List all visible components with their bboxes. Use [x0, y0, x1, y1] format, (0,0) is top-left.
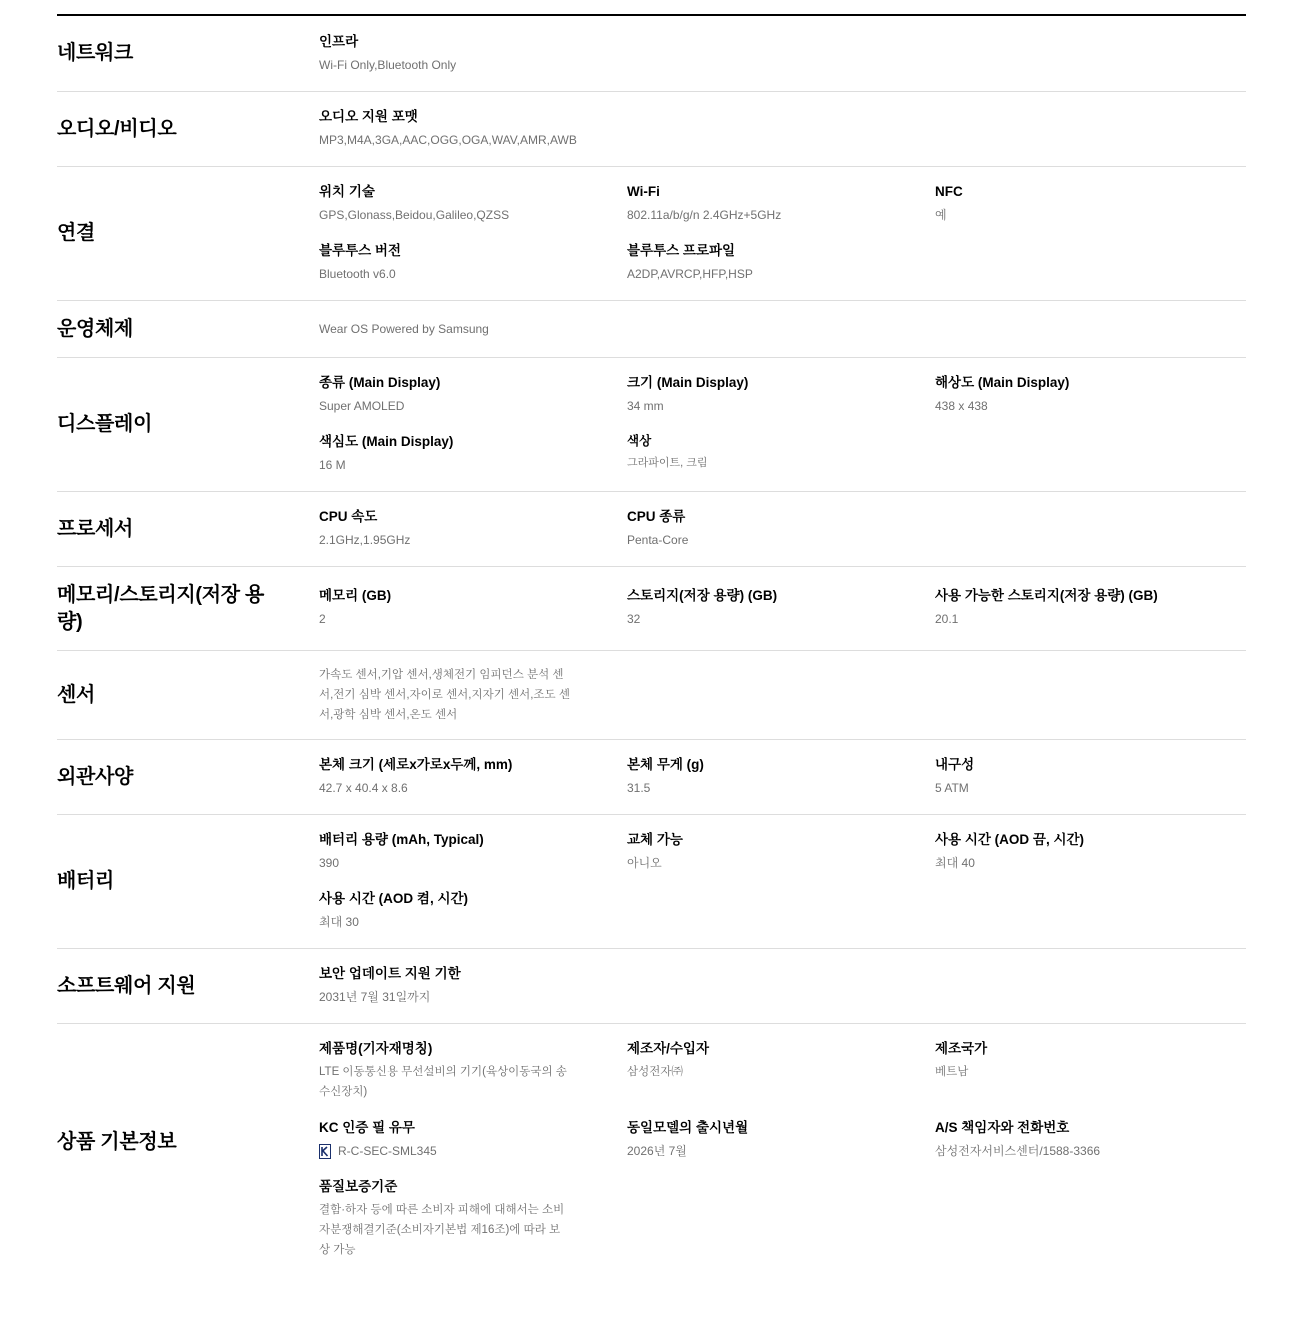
spec-value: 2	[319, 612, 326, 626]
spec-value: GPS,Glonass,Beidou,Galileo,QZSS	[319, 208, 510, 222]
spec-value-row	[319, 1141, 627, 1161]
section-title: 상품 기본정보	[57, 1130, 177, 1153]
spec-label: 제조국가	[935, 1041, 988, 1056]
section-title: 네트워크	[57, 42, 134, 64]
section-title: 연결	[57, 222, 96, 244]
spec-label: 본체 무게 (g)	[627, 757, 704, 772]
spec-label: 크기 (Main Display)	[627, 375, 749, 390]
spec-value: 2031년 7월 31일까지	[319, 990, 431, 1004]
spec-label: 스토리지(저장 용량) (GB)	[627, 588, 778, 603]
spec-label: 배터리 용량 (mAh, Typical)	[319, 832, 484, 847]
spec-item	[627, 756, 935, 815]
spec-value: 20.1	[935, 612, 959, 626]
spec-item	[627, 831, 935, 890]
spec-value: Wear OS Powered by Samsung	[319, 322, 489, 336]
spec-label: KC 인증 필 유무	[319, 1120, 415, 1135]
spec-label: 색심도 (Main Display)	[319, 434, 454, 449]
spec-item	[319, 1119, 627, 1178]
spec-value: 32	[627, 612, 641, 626]
spec-item	[935, 1119, 1243, 1178]
spec-value: Super AMOLED	[319, 399, 405, 413]
spec-item	[627, 587, 935, 646]
spec-value: 2.1GHz,1.95GHz	[319, 533, 411, 547]
section-title: 메모리/스토리지(저장 용량)	[57, 583, 265, 633]
kc-certification-icon	[319, 1144, 331, 1159]
spec-item	[935, 756, 1243, 815]
spec-label: CPU 종류	[627, 509, 686, 524]
spec-item	[319, 108, 627, 167]
spec-label: 사용 가능한 스토리지(저장 용량) (GB)	[935, 588, 1158, 603]
spec-value: 31.5	[627, 781, 651, 795]
section-product-info	[57, 1024, 1246, 1260]
spec-label: 인프라	[319, 34, 359, 49]
spec-value: MP3,M4A,3GA,AAC,OGG,OGA,WAV,AMR,AWB	[319, 133, 577, 147]
spec-value: 438 x 438	[935, 399, 988, 413]
spec-item	[935, 831, 1243, 890]
spec-value: 삼성전자서비스센터/1588-3366	[935, 1144, 1101, 1158]
spec-item	[319, 831, 627, 890]
spec-label: 품질보증기준	[319, 1179, 398, 1194]
spec-label: 동일모델의 출시년월	[627, 1120, 749, 1135]
spec-label: 교체 가능	[627, 832, 683, 847]
spec-value: 2026년 7월	[627, 1144, 687, 1158]
spec-item	[319, 965, 627, 1024]
section-connectivity	[57, 167, 1246, 301]
spec-label: 색상	[627, 434, 652, 448]
section-sensors	[57, 651, 1246, 740]
spec-item	[319, 890, 627, 949]
spec-value: 가속도 센서,기압 센서,생체전기 임피던스 분석 센서,전기 심박 센서,자이로 센서,지자기 센서,조도 센서,광학 심박 센서,온도 센서	[319, 669, 570, 721]
spec-label: 위치 기술	[319, 184, 375, 199]
spec-value: 결함·하자 등에 따른 소비자 피해에 대해서는 소비자분쟁해결기준(소비자기본법 제16조)에 따라 보상 가능	[319, 1204, 565, 1256]
spec-value: 베트남	[935, 1066, 969, 1078]
section-title: 센서	[57, 683, 96, 706]
spec-value: 802.11a/b/g/n 2.4GHz+5GHz	[627, 208, 782, 222]
spec-value: 삼성전자㈜	[627, 1066, 683, 1078]
spec-item	[319, 433, 627, 492]
section-title: 프로세서	[57, 517, 134, 540]
spec-label: 블루투스 프로파일	[627, 243, 736, 258]
spec-label: 해상도 (Main Display)	[935, 375, 1070, 390]
spec-item	[319, 587, 627, 646]
spec-item	[627, 433, 935, 492]
spec-label: 블루투스 버전	[319, 243, 401, 258]
section-battery	[57, 815, 1246, 949]
section-exterior	[57, 740, 1246, 815]
spec-label: 제품명(기자재명칭)	[319, 1041, 433, 1056]
spec-label: 사용 시간 (AOD 끔, 시간)	[935, 832, 1085, 847]
spec-label: 보안 업데이트 지원 기한	[319, 966, 461, 981]
spec-value: A2DP,AVRCP,HFP,HSP	[627, 267, 753, 281]
section-network	[57, 16, 1246, 92]
spec-item	[319, 756, 627, 815]
spec-value: 아니오	[627, 856, 662, 870]
spec-label: CPU 속도	[319, 509, 378, 524]
spec-label: 내구성	[935, 757, 975, 772]
spec-value: 42.7 x 40.4 x 8.6	[319, 781, 408, 795]
spec-value: Wi-Fi Only,Bluetooth Only	[319, 58, 457, 72]
spec-value: LTE 이동통신용 무선설비의 기기(육상이동국의 송수신장치)	[319, 1066, 567, 1098]
spec-item	[627, 242, 935, 301]
spec-label: 종류 (Main Display)	[319, 375, 441, 390]
section-title: 운영체제	[57, 317, 134, 340]
spec-item	[627, 1040, 935, 1119]
section-processor	[57, 492, 1246, 567]
spec-item	[627, 508, 935, 567]
section-title: 외관사양	[57, 765, 134, 788]
spec-item	[935, 587, 1243, 646]
spec-item	[935, 1040, 1243, 1119]
spec-item	[935, 374, 1243, 433]
spec-item	[627, 183, 935, 242]
section-memory-storage	[57, 567, 1246, 651]
section-software-support	[57, 949, 1246, 1024]
section-title: 소프트웨어 지원	[57, 974, 196, 997]
spec-label: 제조자/수입자	[627, 1041, 709, 1056]
spec-item	[627, 374, 935, 433]
spec-value: 390	[319, 856, 340, 870]
spec-value: 16 M	[319, 458, 346, 472]
spec-item	[319, 374, 627, 433]
spec-item	[319, 242, 627, 301]
section-display	[57, 358, 1246, 492]
spec-label: A/S 책임자와 전화번호	[935, 1120, 1070, 1135]
spec-item	[319, 1178, 627, 1260]
section-audio-video	[57, 92, 1246, 167]
spec-item	[319, 508, 627, 567]
spec-label: 오디오 지원 포맷	[319, 109, 418, 124]
spec-item	[319, 33, 627, 92]
spec-label: 본체 크기 (세로x가로x두께, mm)	[319, 757, 513, 772]
section-os	[57, 301, 1246, 358]
spec-item	[627, 1119, 935, 1178]
spec-label: 사용 시간 (AOD 켬, 시간)	[319, 891, 469, 906]
spec-value: Bluetooth v6.0	[319, 267, 396, 281]
spec-table	[57, 14, 1246, 1260]
section-title: 오디오/비디오	[57, 117, 177, 140]
spec-value: Penta-Core	[627, 533, 689, 547]
spec-label: Wi-Fi	[627, 184, 660, 199]
spec-value: 34 mm	[627, 399, 664, 413]
spec-value: 그라파이트, 크림	[627, 457, 708, 469]
spec-value: 예	[935, 208, 947, 222]
spec-label: 메모리 (GB)	[319, 588, 392, 603]
section-title: 배터리	[57, 870, 115, 892]
spec-item	[319, 1040, 627, 1119]
spec-item	[319, 183, 627, 242]
spec-value: 5 ATM	[935, 781, 969, 795]
spec-value: 최대 30	[319, 915, 359, 929]
spec-item	[935, 183, 1243, 242]
spec-value: 최대 40	[935, 856, 975, 870]
section-title: 디스플레이	[57, 413, 153, 435]
kc-cert-number: R-C-SEC-SML345	[338, 1144, 437, 1158]
spec-label: NFC	[935, 184, 963, 199]
